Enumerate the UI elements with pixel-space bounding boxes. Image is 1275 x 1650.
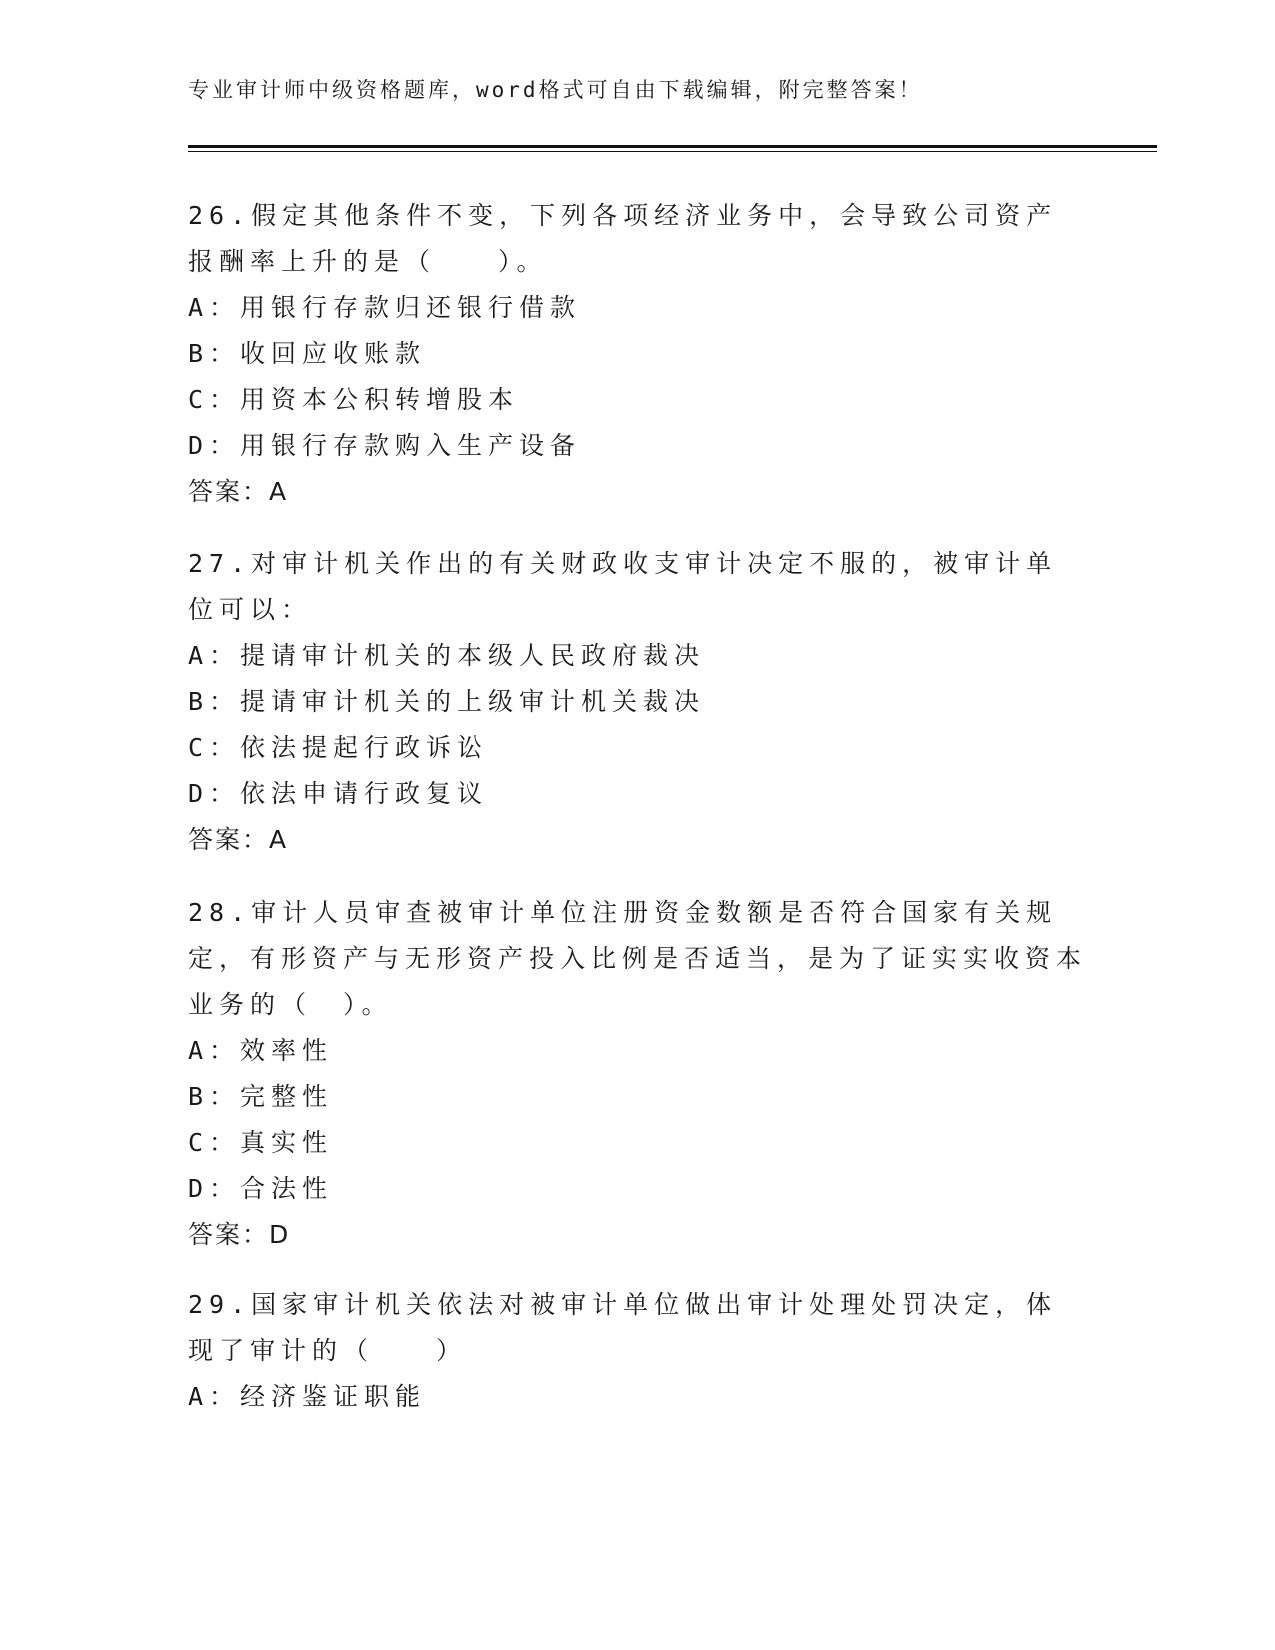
option-a: A：效率性 [188, 1036, 334, 1065]
answer-line: 答案：A [188, 477, 289, 506]
question-27 [188, 541, 1088, 863]
option-a: A：提请审计机关的本级人民政府裁决 [188, 641, 706, 670]
option-d: D：依法申请行政复议 [188, 779, 489, 808]
option-b: B：完整性 [188, 1082, 334, 1111]
answer-line: 答案：A [188, 825, 289, 854]
question-28 [188, 890, 1088, 1258]
question-29 [188, 1282, 1088, 1420]
question-stem: 26.假定其他条件不变，下列各项经济业务中，会导致公司资产报酬率上升的是（ ）。 [188, 201, 1058, 276]
question-stem: 28.审计人员审查被审计单位注册资金数额是否符合国家有关规定，有形资产与无形资产投入比例是否适当，是为了证实实收资本业务的（ ）。 [188, 898, 1088, 1019]
option-b: B：收回应收账款 [188, 339, 427, 368]
question-stem: 27.对审计机关作出的有关财政收支审计决定不服的，被审计单位可以： [188, 549, 1058, 624]
answer-line: 答案：D [188, 1220, 291, 1249]
question-26 [188, 193, 1088, 515]
option-a: A：经济鉴证职能 [188, 1382, 427, 1411]
header-rule-thin [188, 151, 1157, 152]
option-d: D：合法性 [188, 1174, 334, 1203]
question-stem: 29.国家审计机关依法对被审计单位做出审计处理处罚决定，体现了审计的（ ） [188, 1290, 1058, 1365]
option-c: C：真实性 [188, 1128, 334, 1157]
header-rule-thick [188, 145, 1157, 148]
page-header: 专业审计师中级资格题库，word格式可自由下载编辑，附完整答案！ [188, 78, 923, 102]
option-b: B：提请审计机关的上级审计机关裁决 [188, 687, 706, 716]
option-c: C：依法提起行政诉讼 [188, 733, 489, 762]
option-a: A：用银行存款归还银行借款 [188, 293, 582, 322]
option-c: C：用资本公积转增股本 [188, 385, 520, 414]
option-d: D：用银行存款购入生产设备 [188, 431, 582, 460]
